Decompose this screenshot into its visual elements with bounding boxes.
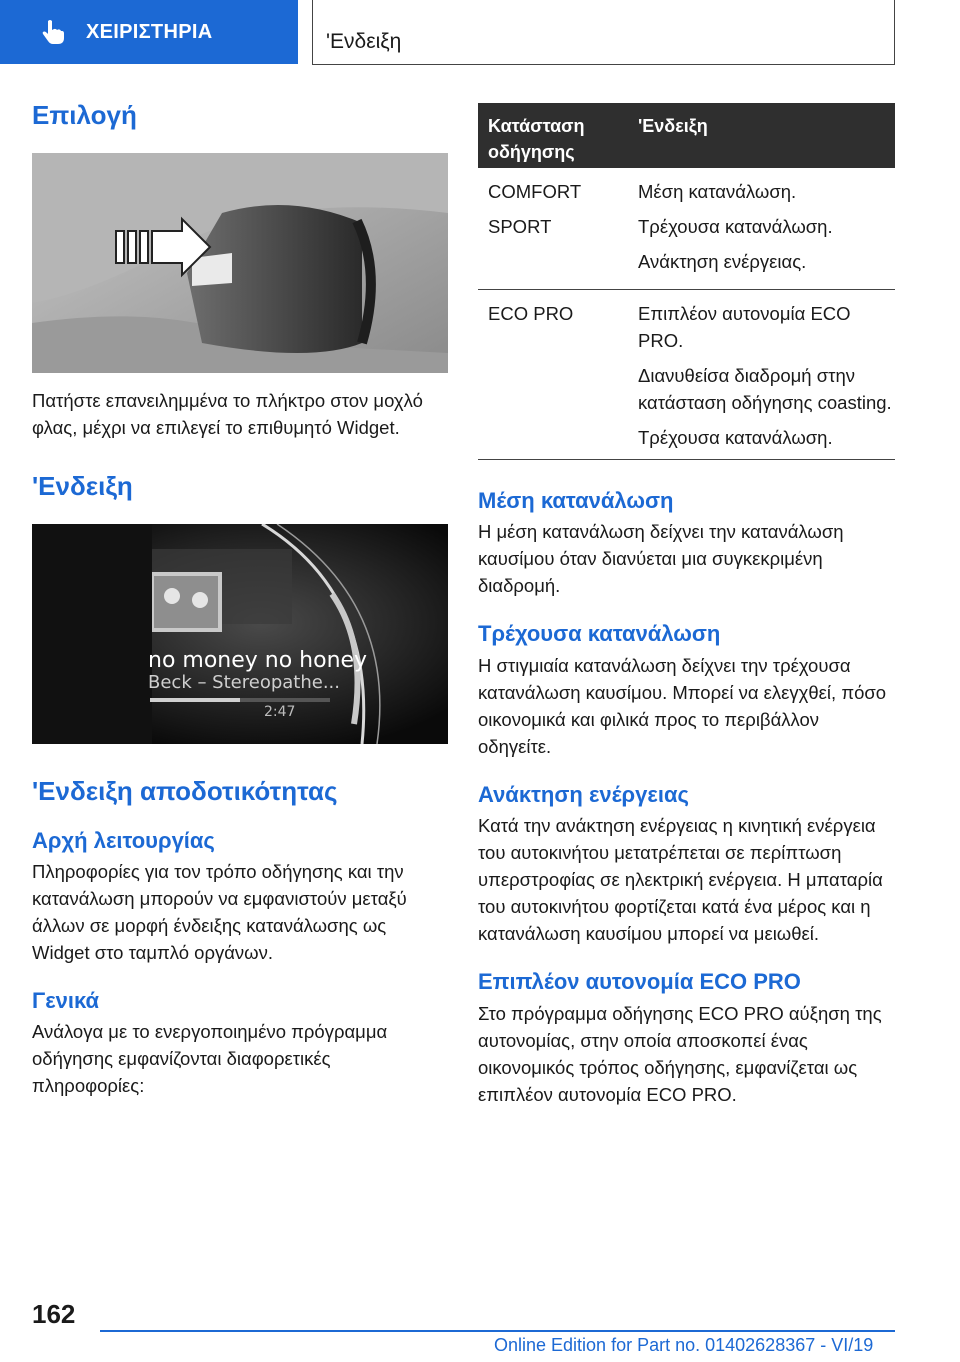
- display-item: Τρέχουσα κατανάλωση.: [638, 216, 833, 237]
- heading-current-consumption: Τρέχουσα κατανάλωση: [478, 621, 721, 647]
- heading-principle: Αρχή λειτουργίας: [32, 827, 215, 853]
- turn-signal-lever-image: [32, 153, 448, 373]
- selection-text: Πατήστε επανειλημμένα το πλήκτρο στον μοχλό φλας, μέχρι να επιλεγεί το επιθυμητό Widget.: [32, 390, 423, 439]
- display-item: Ανάκτηση ενέργειας.: [638, 251, 807, 272]
- edition-link[interactable]: Online Edition for Part no. 01402628367 - VI/19: [494, 1335, 874, 1355]
- principle-text: Πληροφορίες για τον τρόπο οδήγησης και την κατανάλωση μπορούν να εμφανιστούν μεταξύ άλλων σε μορφή ένδειξης κατανάλωσης ως Widget στο ταμπλό οργάνων.: [32, 860, 407, 963]
- mode-sport: SPORT: [488, 216, 552, 237]
- header-underline: [312, 64, 895, 65]
- song-title: no money no honey: [148, 648, 368, 674]
- hand-pointer-icon: [40, 19, 66, 45]
- heading-energy-recovery: Ανάκτηση ενέργειας: [478, 781, 689, 807]
- eco-pro-range-text: Στο πρόγραμμα οδήγησης ECO PRO αύξηση της αυτονομίας, στην οποία αποσκοπεί ένας οικονομικός τρόπος οδήγησης, εμφανίζεται ως επιπλέον αυτονομία ECO PRO.: [478, 1002, 882, 1105]
- cluster-graphic: [32, 524, 448, 744]
- song-time: 2:47: [264, 704, 296, 721]
- chapter-tab-label: ΧΕΙΡΙΣΤΗΡΙΑ: [86, 20, 213, 43]
- mode-comfort: COMFORT: [488, 181, 582, 202]
- footer-rule: [100, 1330, 895, 1332]
- heading-efficiency: 'Ενδειξη αποδοτικότητας: [32, 776, 338, 807]
- current-consumption-text: Η στιγμιαία κατανάλωση δείχνει την τρέχουσα κατανάλωση καυσίμου. Μπορεί να ελεγχθεί, πόσο οικονομικά και φιλικά προς το περιβάλλον οδηγείτε.: [478, 654, 887, 757]
- page-number: 162: [32, 1299, 76, 1329]
- right-column: [478, 103, 895, 1108]
- table-row: [478, 168, 895, 290]
- heading-average-consumption: Μέση κατανάλωση: [478, 488, 674, 513]
- heading-eco-pro-range: Επιπλέον αυτονομία ECO PRO: [478, 969, 801, 995]
- display-item: Τρέχουσα κατανάλωση.: [638, 427, 833, 448]
- average-consumption-text: Η μέση κατανάλωση δείχνει την κατανάλωση καυσίμου όταν διανύεται μια συγκεκριμένη διαδρομή.: [478, 521, 844, 597]
- energy-recovery-text: Κατά την ανάκτηση ενέργειας η κινητική ενέργεια του αυτοκινήτου μετατρέπεται σε περίπτωση υπερστροφίας σε ηλεκτρική ενέργεια. Η μπαταρία του αυτοκινήτου φορτίζεται κατά ένα μέρος και η κατανάλωση καυσίμου μπορεί να μειωθεί.: [478, 815, 883, 945]
- heading-display: 'Ενδειξη: [32, 471, 133, 502]
- table-row: [478, 290, 895, 460]
- heading-general: Γενικά: [32, 987, 100, 1013]
- driving-mode-table: [478, 103, 895, 460]
- display-item: Διανυθείσα διαδρομή στην κατάσταση οδήγησης coasting.: [638, 365, 892, 413]
- section-title: 'Ενδειξη: [326, 30, 402, 53]
- table-header: [478, 103, 895, 168]
- left-column: [32, 100, 448, 1099]
- header-divider: [894, 0, 895, 64]
- chapter-tab[interactable]: [0, 0, 298, 64]
- column-header-display: 'Ενδειξη: [638, 116, 708, 136]
- song-artist: Beck – Stereopathe...: [148, 672, 340, 694]
- display-item: Μέση κατανάλωση.: [638, 181, 797, 202]
- general-text: Ανάλογα με το ενεργοποιημένο πρόγραμμα οδήγησης εμφανίζονται διαφορετικές πληροφορίες:: [32, 1021, 388, 1097]
- mode-eco-pro: ECO PRO: [488, 303, 574, 324]
- heading-selection: Επιλογή: [32, 100, 137, 130]
- instrument-cluster-image: [32, 524, 448, 744]
- header-divider: [312, 0, 313, 64]
- display-item: Επιπλέον αυτονομία ECO PRO.: [638, 303, 851, 351]
- column-header-mode: Κατάσταση οδήγησης: [488, 116, 585, 162]
